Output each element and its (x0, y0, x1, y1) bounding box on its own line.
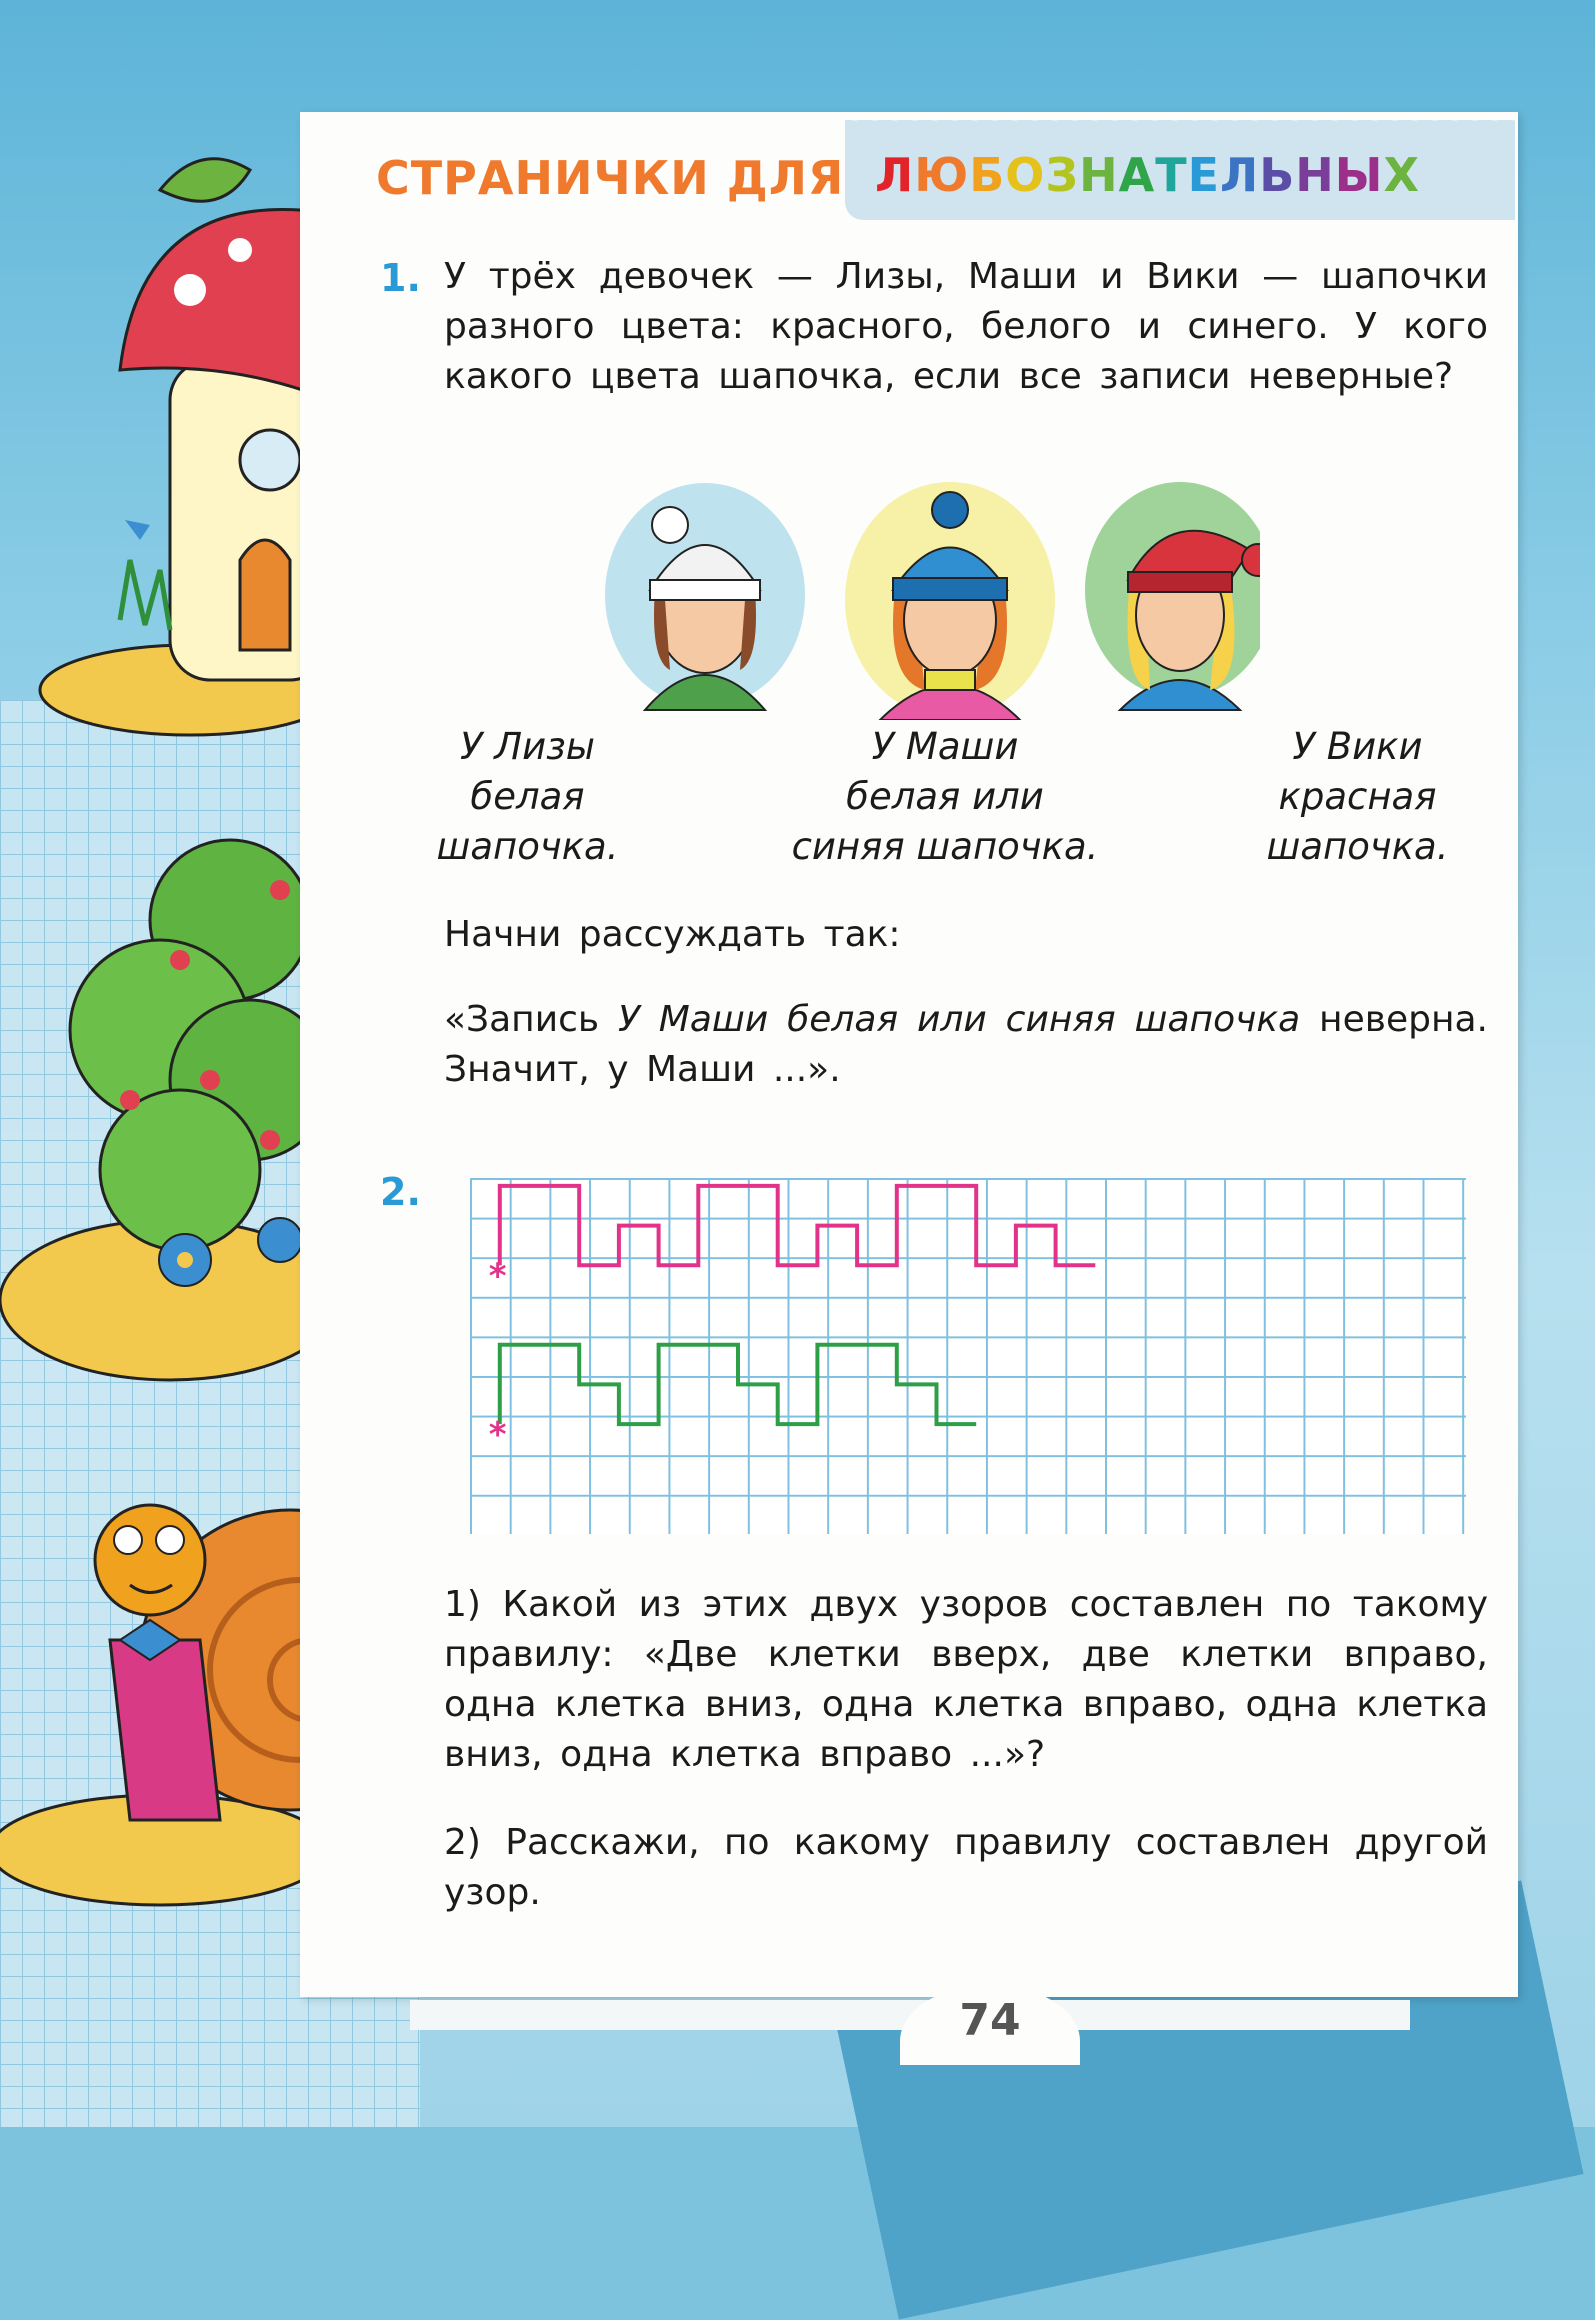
task-1-number: 1. (380, 256, 421, 300)
section-header-part1: СТРАНИЧКИ ДЛЯ (376, 151, 845, 205)
decorative-illustrations (0, 0, 320, 2127)
caption-liza-line3: шапочка. (436, 825, 619, 868)
header-letter: Т (1155, 148, 1188, 202)
header-letter: Л (875, 148, 915, 202)
task-2-number: 2. (380, 1170, 421, 1214)
hint-open: «Запись (444, 999, 600, 1040)
header-letter: А (1118, 148, 1156, 202)
header-letter: Б (969, 148, 1006, 202)
hint-close: неверна. Значит, у Маши ...». (444, 999, 1488, 1090)
patterns (470, 1178, 1466, 1534)
pattern-bottom (500, 1345, 976, 1424)
start-marker-top: * (488, 1256, 507, 1297)
liza-portrait (605, 483, 805, 710)
header-letter: О (1005, 148, 1046, 202)
start-marker-bottom: * (488, 1415, 507, 1456)
task-1-question: У трёх девочек — Лизы, Маши и Вики — шапочки разного цвета: красного, белого и синего. У кого какого цвета шапочка, если все записи неверные? (444, 256, 1488, 397)
header-letter: Ы (1334, 148, 1384, 202)
caption-vika-line2: красная (1278, 775, 1437, 818)
caption-vika-line1: У Вики (1292, 725, 1423, 768)
caption-vika (1240, 722, 1475, 872)
header-letter: Л (1220, 148, 1260, 202)
caption-masha-line1: У Маши (871, 725, 1019, 768)
header-letter: Х (1383, 148, 1420, 202)
header-letter: Ь (1259, 148, 1296, 202)
task-2-question-2: 2) Расскажи, по какому правилу составлен другой узор. (444, 1822, 1488, 1913)
vika-portrait (1085, 482, 1260, 710)
bush-illustration (0, 840, 320, 1380)
pattern-top (500, 1186, 1096, 1265)
hint-italic: У Маши белая или синяя шапочка (617, 999, 1301, 1040)
snail-illustration (0, 1505, 320, 1905)
task-2-question-1: 1) Какой из этих двух узоров составлен по такому правилу: «Две клетки вверх, две клетки вправо, одна клетка вниз, одна клетка вправо, одна клетка вниз, одна клетка вправо ...»? (444, 1584, 1488, 1775)
task-1-hint-intro: Начни рассуждать так: (444, 914, 901, 955)
girl-portraits (600, 480, 1260, 720)
caption-masha-line2: белая или (846, 775, 1044, 818)
caption-liza (405, 722, 650, 872)
header-letter: Н (1295, 148, 1335, 202)
mushroom-house-illustration (40, 159, 320, 735)
caption-masha (770, 722, 1120, 872)
caption-liza-line2: белая (470, 775, 585, 818)
caption-masha-line3: синяя шапочка. (791, 825, 1099, 868)
header-letter: З (1045, 148, 1080, 202)
section-header-part2 (875, 148, 1420, 202)
caption-vika-line3: шапочка. (1266, 825, 1449, 868)
section-header (376, 148, 844, 208)
header-letter: Е (1187, 148, 1221, 202)
page-number: 74 (959, 1995, 1021, 2046)
caption-liza-line1: У Лизы (459, 725, 596, 768)
header-letter: Ю (914, 148, 970, 202)
masha-portrait (845, 482, 1055, 720)
header-letter: Н (1079, 148, 1119, 202)
task-1-hint (444, 995, 1488, 1095)
